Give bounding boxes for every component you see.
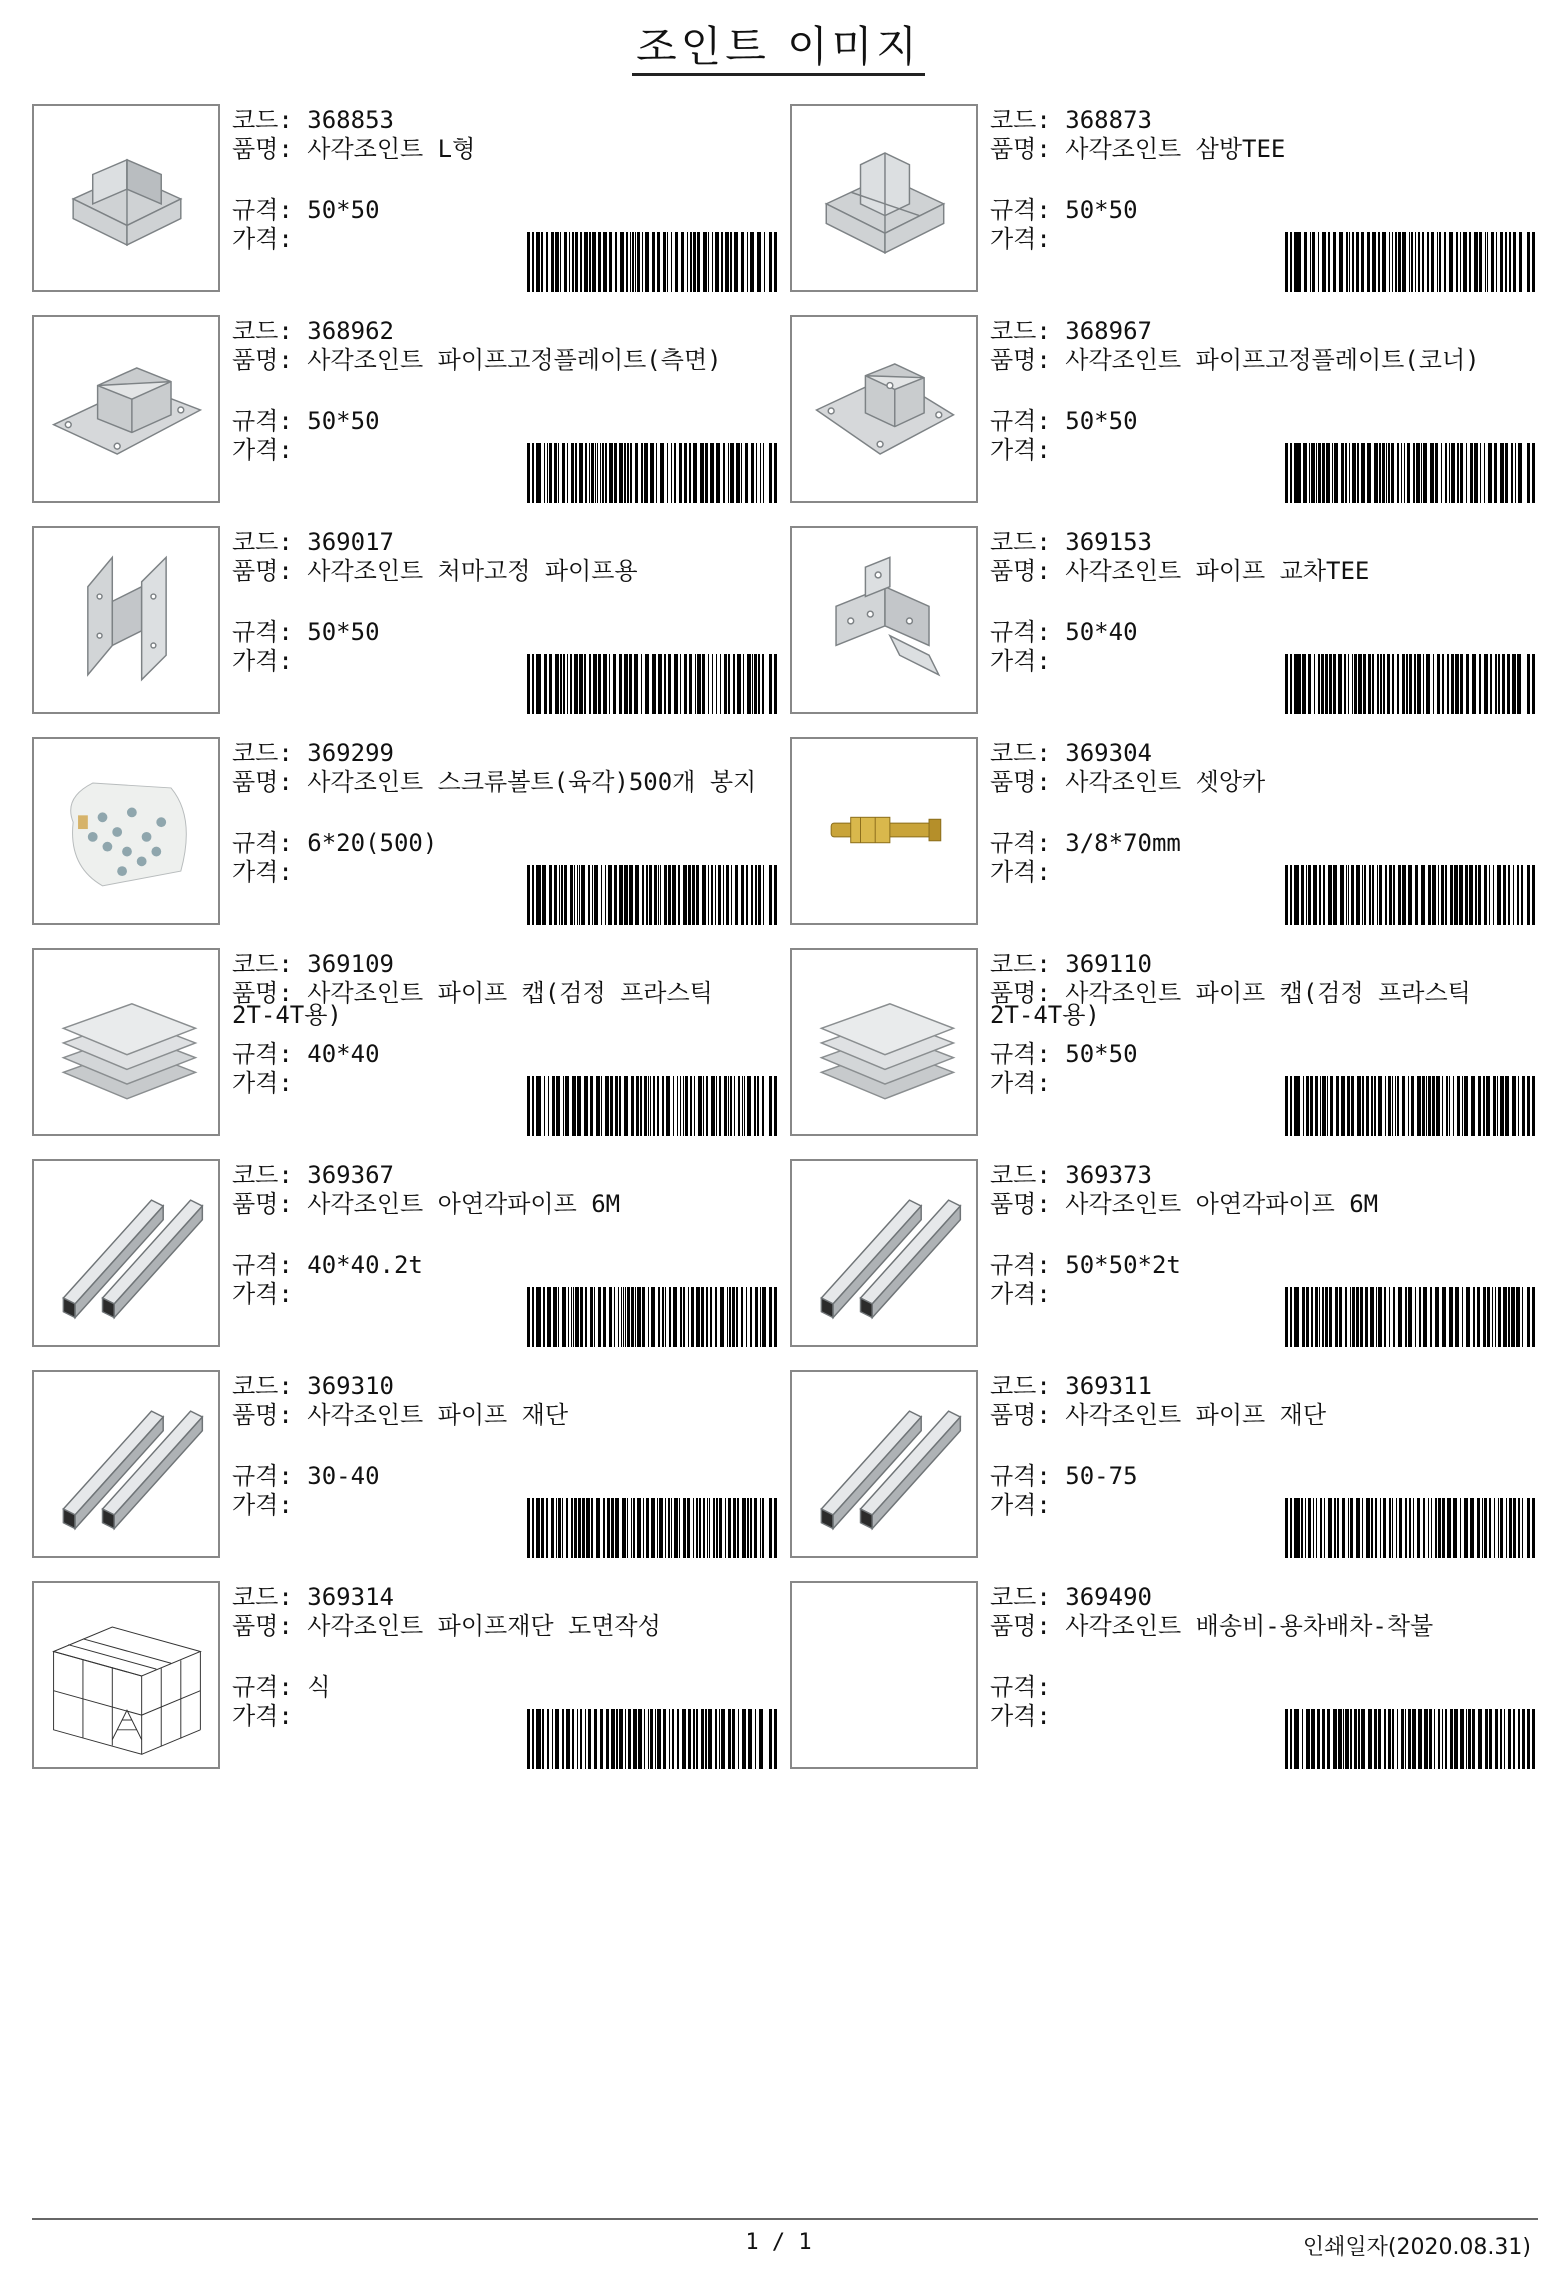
- code-row: [232, 528, 762, 557]
- code-label: 코드:: [232, 1161, 308, 1189]
- product-name: 사각조인트 파이프 재단: [307, 1401, 569, 1429]
- code-row: [990, 1583, 1520, 1612]
- product-card: [790, 526, 1550, 718]
- code-row: [990, 106, 1520, 135]
- name-label: 품명:: [990, 346, 1066, 374]
- spec-row: [232, 1462, 762, 1491]
- product-code: 369299: [307, 739, 394, 767]
- code-row: [990, 1161, 1520, 1190]
- product-card: [32, 1370, 792, 1562]
- product-card: [790, 104, 1550, 296]
- product-card: [790, 1159, 1550, 1351]
- name-label: 품명:: [232, 346, 308, 374]
- price-label: 가격:: [990, 1702, 1051, 1730]
- spec-row: [232, 1251, 762, 1280]
- spec-label: 규격:: [232, 196, 308, 224]
- page-title-wrap: [0, 14, 1557, 74]
- screw-bag-icon: [34, 739, 218, 923]
- barcode: [1285, 654, 1535, 714]
- product-image: [790, 737, 978, 925]
- structure-drawing-icon: [34, 1583, 218, 1767]
- spec-row: [232, 829, 762, 858]
- price-label: 가격:: [990, 858, 1051, 886]
- product-code: 369373: [1065, 1161, 1152, 1189]
- product-code: 369314: [307, 1583, 394, 1611]
- code-row: [232, 1372, 762, 1401]
- spec-row: [990, 618, 1520, 647]
- product-image: [790, 315, 978, 503]
- spec-label: 규격:: [990, 1462, 1066, 1490]
- code-label: 코드:: [990, 739, 1066, 767]
- spec-row: [232, 407, 762, 436]
- name-label: 품명:: [990, 1612, 1066, 1640]
- product-name: 사각조인트 파이프고정플레이트(코너): [1065, 346, 1480, 374]
- code-label: 코드:: [232, 317, 308, 345]
- eave-bracket-icon: [34, 528, 218, 712]
- code-label: 코드:: [232, 528, 308, 556]
- spec-label: 규격:: [990, 1251, 1066, 1279]
- name-row: [990, 768, 1520, 829]
- barcode: [527, 865, 777, 925]
- product-name: 사각조인트 처마고정 파이프용: [307, 557, 638, 585]
- product-spec: 30-40: [307, 1462, 380, 1490]
- price-label: 가격:: [990, 647, 1051, 675]
- name-row: [990, 346, 1520, 407]
- product-card: [790, 948, 1550, 1140]
- product-image: [790, 1370, 978, 1558]
- product-card: [32, 526, 792, 718]
- spec-label: 규격:: [232, 1673, 308, 1701]
- product-code: 369367: [307, 1161, 394, 1189]
- price-label: 가격:: [232, 647, 293, 675]
- code-label: 코드:: [990, 106, 1066, 134]
- product-code: 369110: [1065, 950, 1152, 978]
- name-row: [232, 135, 762, 196]
- barcode: [1285, 443, 1535, 503]
- product-card: [32, 1159, 792, 1351]
- product-card: [790, 1581, 1550, 1773]
- name-row: [990, 1190, 1520, 1251]
- name-label: 품명:: [232, 557, 308, 585]
- pipe-cap-icon: [792, 950, 976, 1134]
- spec-label: 규격:: [990, 1040, 1066, 1068]
- spec-row: [232, 618, 762, 647]
- spec-label: 규격:: [990, 407, 1066, 435]
- name-row: [232, 1401, 762, 1462]
- name-label: 품명:: [990, 1401, 1066, 1429]
- code-label: 코드:: [990, 950, 1066, 978]
- pipe-cap-icon: [34, 950, 218, 1134]
- product-spec: 50*40: [1065, 618, 1138, 646]
- code-label: 코드:: [232, 950, 308, 978]
- product-image: [32, 315, 220, 503]
- name-row: [990, 1612, 1520, 1673]
- spec-label: 규격:: [990, 196, 1066, 224]
- name-label: 품명:: [232, 1190, 308, 1218]
- product-image: [32, 526, 220, 714]
- code-row: [232, 106, 762, 135]
- name-label: 품명:: [232, 1612, 308, 1640]
- spec-row: [232, 1040, 762, 1069]
- side-plate-icon: [34, 317, 218, 501]
- product-card: [32, 737, 792, 929]
- name-label: 품명:: [990, 979, 1066, 1007]
- product-code: 368962: [307, 317, 394, 345]
- barcode: [1285, 1076, 1535, 1136]
- barcode: [527, 443, 777, 503]
- product-spec: 50*50: [1065, 196, 1138, 224]
- product-image: [32, 1159, 220, 1347]
- code-label: 코드:: [232, 106, 308, 134]
- spec-label: 규격:: [232, 407, 308, 435]
- code-label: 코드:: [990, 1161, 1066, 1189]
- spec-label: 규격:: [990, 1673, 1051, 1701]
- name-row: [990, 979, 1520, 1040]
- price-label: 가격:: [232, 858, 293, 886]
- tee-joint-icon: [792, 106, 976, 290]
- barcode: [1285, 865, 1535, 925]
- price-label: 가격:: [232, 436, 293, 464]
- code-row: [232, 950, 762, 979]
- name-row: [990, 557, 1520, 618]
- product-spec: 40*40: [307, 1040, 380, 1068]
- square-pipe-icon: [34, 1372, 218, 1556]
- product-spec: 50*50*2t: [1065, 1251, 1181, 1279]
- code-label: 코드:: [990, 317, 1066, 345]
- barcode: [527, 1498, 777, 1558]
- spec-label: 규격:: [232, 1040, 308, 1068]
- product-card: [790, 737, 1550, 929]
- product-spec: 50*50: [1065, 1040, 1138, 1068]
- product-spec: 50*50: [307, 618, 380, 646]
- barcode: [527, 654, 777, 714]
- code-row: [232, 739, 762, 768]
- product-image: [32, 104, 220, 292]
- name-row: [232, 346, 762, 407]
- spec-label: 규격:: [232, 618, 308, 646]
- product-name: 사각조인트 파이프 교차TEE: [1065, 557, 1370, 585]
- product-spec: 50*50: [307, 407, 380, 435]
- name-row: [232, 557, 762, 618]
- product-spec: 50*50: [1065, 407, 1138, 435]
- spec-row: [232, 196, 762, 225]
- anchor-bolt-icon: [792, 739, 976, 923]
- name-label: 품명:: [990, 768, 1066, 796]
- name-label: 품명:: [232, 979, 308, 1007]
- product-name: 사각조인트 삼방TEE: [1065, 135, 1286, 163]
- product-spec: 6*20(500): [307, 829, 438, 857]
- barcode: [527, 232, 777, 292]
- spec-label: 규격:: [232, 1251, 308, 1279]
- name-row: [990, 135, 1520, 196]
- spec-row: [990, 407, 1520, 436]
- product-name: 사각조인트 셋앙카: [1065, 768, 1266, 796]
- price-label: 가격:: [232, 1280, 293, 1308]
- product-spec: 3/8*70mm: [1065, 829, 1181, 857]
- price-label: 가격:: [232, 1069, 293, 1097]
- name-label: 품명:: [990, 135, 1066, 163]
- name-row: [232, 979, 762, 1040]
- price-label: 가격:: [990, 225, 1051, 253]
- footer-divider: [32, 2218, 1538, 2220]
- name-label: 품명:: [232, 1401, 308, 1429]
- product-image: [32, 737, 220, 925]
- price-label: 가격:: [232, 1491, 293, 1519]
- product-image: [790, 1581, 978, 1769]
- code-row: [990, 1372, 1520, 1401]
- product-code: 369304: [1065, 739, 1152, 767]
- product-name: 사각조인트 파이프재단 도면작성: [307, 1612, 661, 1640]
- page-title: 조인트 이미지: [632, 22, 925, 76]
- product-card: [32, 315, 792, 507]
- l-joint-icon: [34, 106, 218, 290]
- product-code: 369017: [307, 528, 394, 556]
- price-label: 가격:: [990, 1491, 1051, 1519]
- name-label: 품명:: [990, 557, 1066, 585]
- product-code: 368967: [1065, 317, 1152, 345]
- product-spec: 50*50: [307, 196, 380, 224]
- product-card: [32, 948, 792, 1140]
- product-name: 사각조인트 스크류볼트(육각)500개 봉지: [307, 768, 757, 796]
- code-row: [990, 739, 1520, 768]
- barcode: [527, 1287, 777, 1347]
- corner-plate-icon: [792, 317, 976, 501]
- product-image: [790, 948, 978, 1136]
- product-name: 사각조인트 파이프 재단: [1065, 1401, 1327, 1429]
- code-row: [990, 950, 1520, 979]
- barcode: [1285, 1498, 1535, 1558]
- product-image: [32, 1581, 220, 1769]
- spec-row: [990, 196, 1520, 225]
- price-label: 가격:: [232, 225, 293, 253]
- product-code: 368873: [1065, 106, 1152, 134]
- spec-row: [232, 1673, 762, 1702]
- product-image: [790, 1159, 978, 1347]
- product-name: 사각조인트 아연각파이프 6M: [1065, 1190, 1379, 1218]
- product-name: 사각조인트 L형: [307, 135, 476, 163]
- product-image: [32, 948, 220, 1136]
- print-date: 인쇄일자(2020.08.31): [1302, 2235, 1531, 2260]
- product-name: 사각조인트 아연각파이프 6M: [307, 1190, 621, 1218]
- product-code: 369109: [307, 950, 394, 978]
- spec-label: 규격:: [232, 1462, 308, 1490]
- code-label: 코드:: [232, 739, 308, 767]
- price-label: 가격:: [990, 1280, 1051, 1308]
- code-label: 코드:: [990, 1583, 1066, 1611]
- product-card: [790, 315, 1550, 507]
- product-name: 사각조인트 파이프 캡(검정 프라스틱 2T-4T용): [990, 979, 1471, 1029]
- code-label: 코드:: [990, 528, 1066, 556]
- price-label: 가격:: [990, 436, 1051, 464]
- square-pipe-icon: [792, 1372, 976, 1556]
- price-label: 가격:: [990, 1069, 1051, 1097]
- product-spec: 40*40.2t: [307, 1251, 423, 1279]
- name-label: 품명:: [232, 768, 308, 796]
- spec-row: [990, 1462, 1520, 1491]
- product-card: [790, 1370, 1550, 1562]
- code-label: 코드:: [232, 1372, 308, 1400]
- code-row: [990, 317, 1520, 346]
- product-name: 사각조인트 배송비-용차배차-착불: [1065, 1612, 1434, 1640]
- product-image: [32, 1370, 220, 1558]
- product-card: [32, 104, 792, 296]
- barcode: [527, 1076, 777, 1136]
- product-code: 369310: [307, 1372, 394, 1400]
- price-label: 가격:: [232, 1702, 293, 1730]
- cross-tee-icon: [792, 528, 976, 712]
- code-label: 코드:: [990, 1372, 1066, 1400]
- name-row: [232, 1612, 762, 1673]
- code-row: [232, 1161, 762, 1190]
- barcode: [1285, 1287, 1535, 1347]
- square-pipe-icon: [792, 1161, 976, 1345]
- product-name: 사각조인트 파이프 캡(검정 프라스틱 2T-4T용): [232, 979, 713, 1029]
- barcode: [1285, 1709, 1535, 1769]
- product-spec: 식: [307, 1673, 331, 1701]
- name-row: [232, 768, 762, 829]
- code-row: [232, 317, 762, 346]
- square-pipe-icon: [34, 1161, 218, 1345]
- spec-row: [990, 1040, 1520, 1069]
- product-image: [790, 104, 978, 292]
- spec-label: 규격:: [232, 829, 308, 857]
- code-row: [232, 1583, 762, 1612]
- name-label: 품명:: [232, 135, 308, 163]
- product-code: 369153: [1065, 528, 1152, 556]
- spec-row: [990, 1251, 1520, 1280]
- product-spec: 50-75: [1065, 1462, 1138, 1490]
- product-card: [32, 1581, 792, 1773]
- product-code: 369311: [1065, 1372, 1152, 1400]
- barcode: [1285, 232, 1535, 292]
- barcode: [527, 1709, 777, 1769]
- product-code: 369490: [1065, 1583, 1152, 1611]
- product-name: 사각조인트 파이프고정플레이트(측면): [307, 346, 722, 374]
- code-label: 코드:: [232, 1583, 308, 1611]
- name-row: [232, 1190, 762, 1251]
- name-row: [990, 1401, 1520, 1462]
- spec-label: 규격:: [990, 829, 1066, 857]
- code-row: [990, 528, 1520, 557]
- product-image: [790, 526, 978, 714]
- spec-row: [990, 829, 1520, 858]
- product-code: 368853: [307, 106, 394, 134]
- name-label: 품명:: [990, 1190, 1066, 1218]
- spec-label: 규격:: [990, 618, 1066, 646]
- spec-row: [990, 1673, 1520, 1702]
- page-number: 1 / 1: [745, 2230, 812, 2255]
